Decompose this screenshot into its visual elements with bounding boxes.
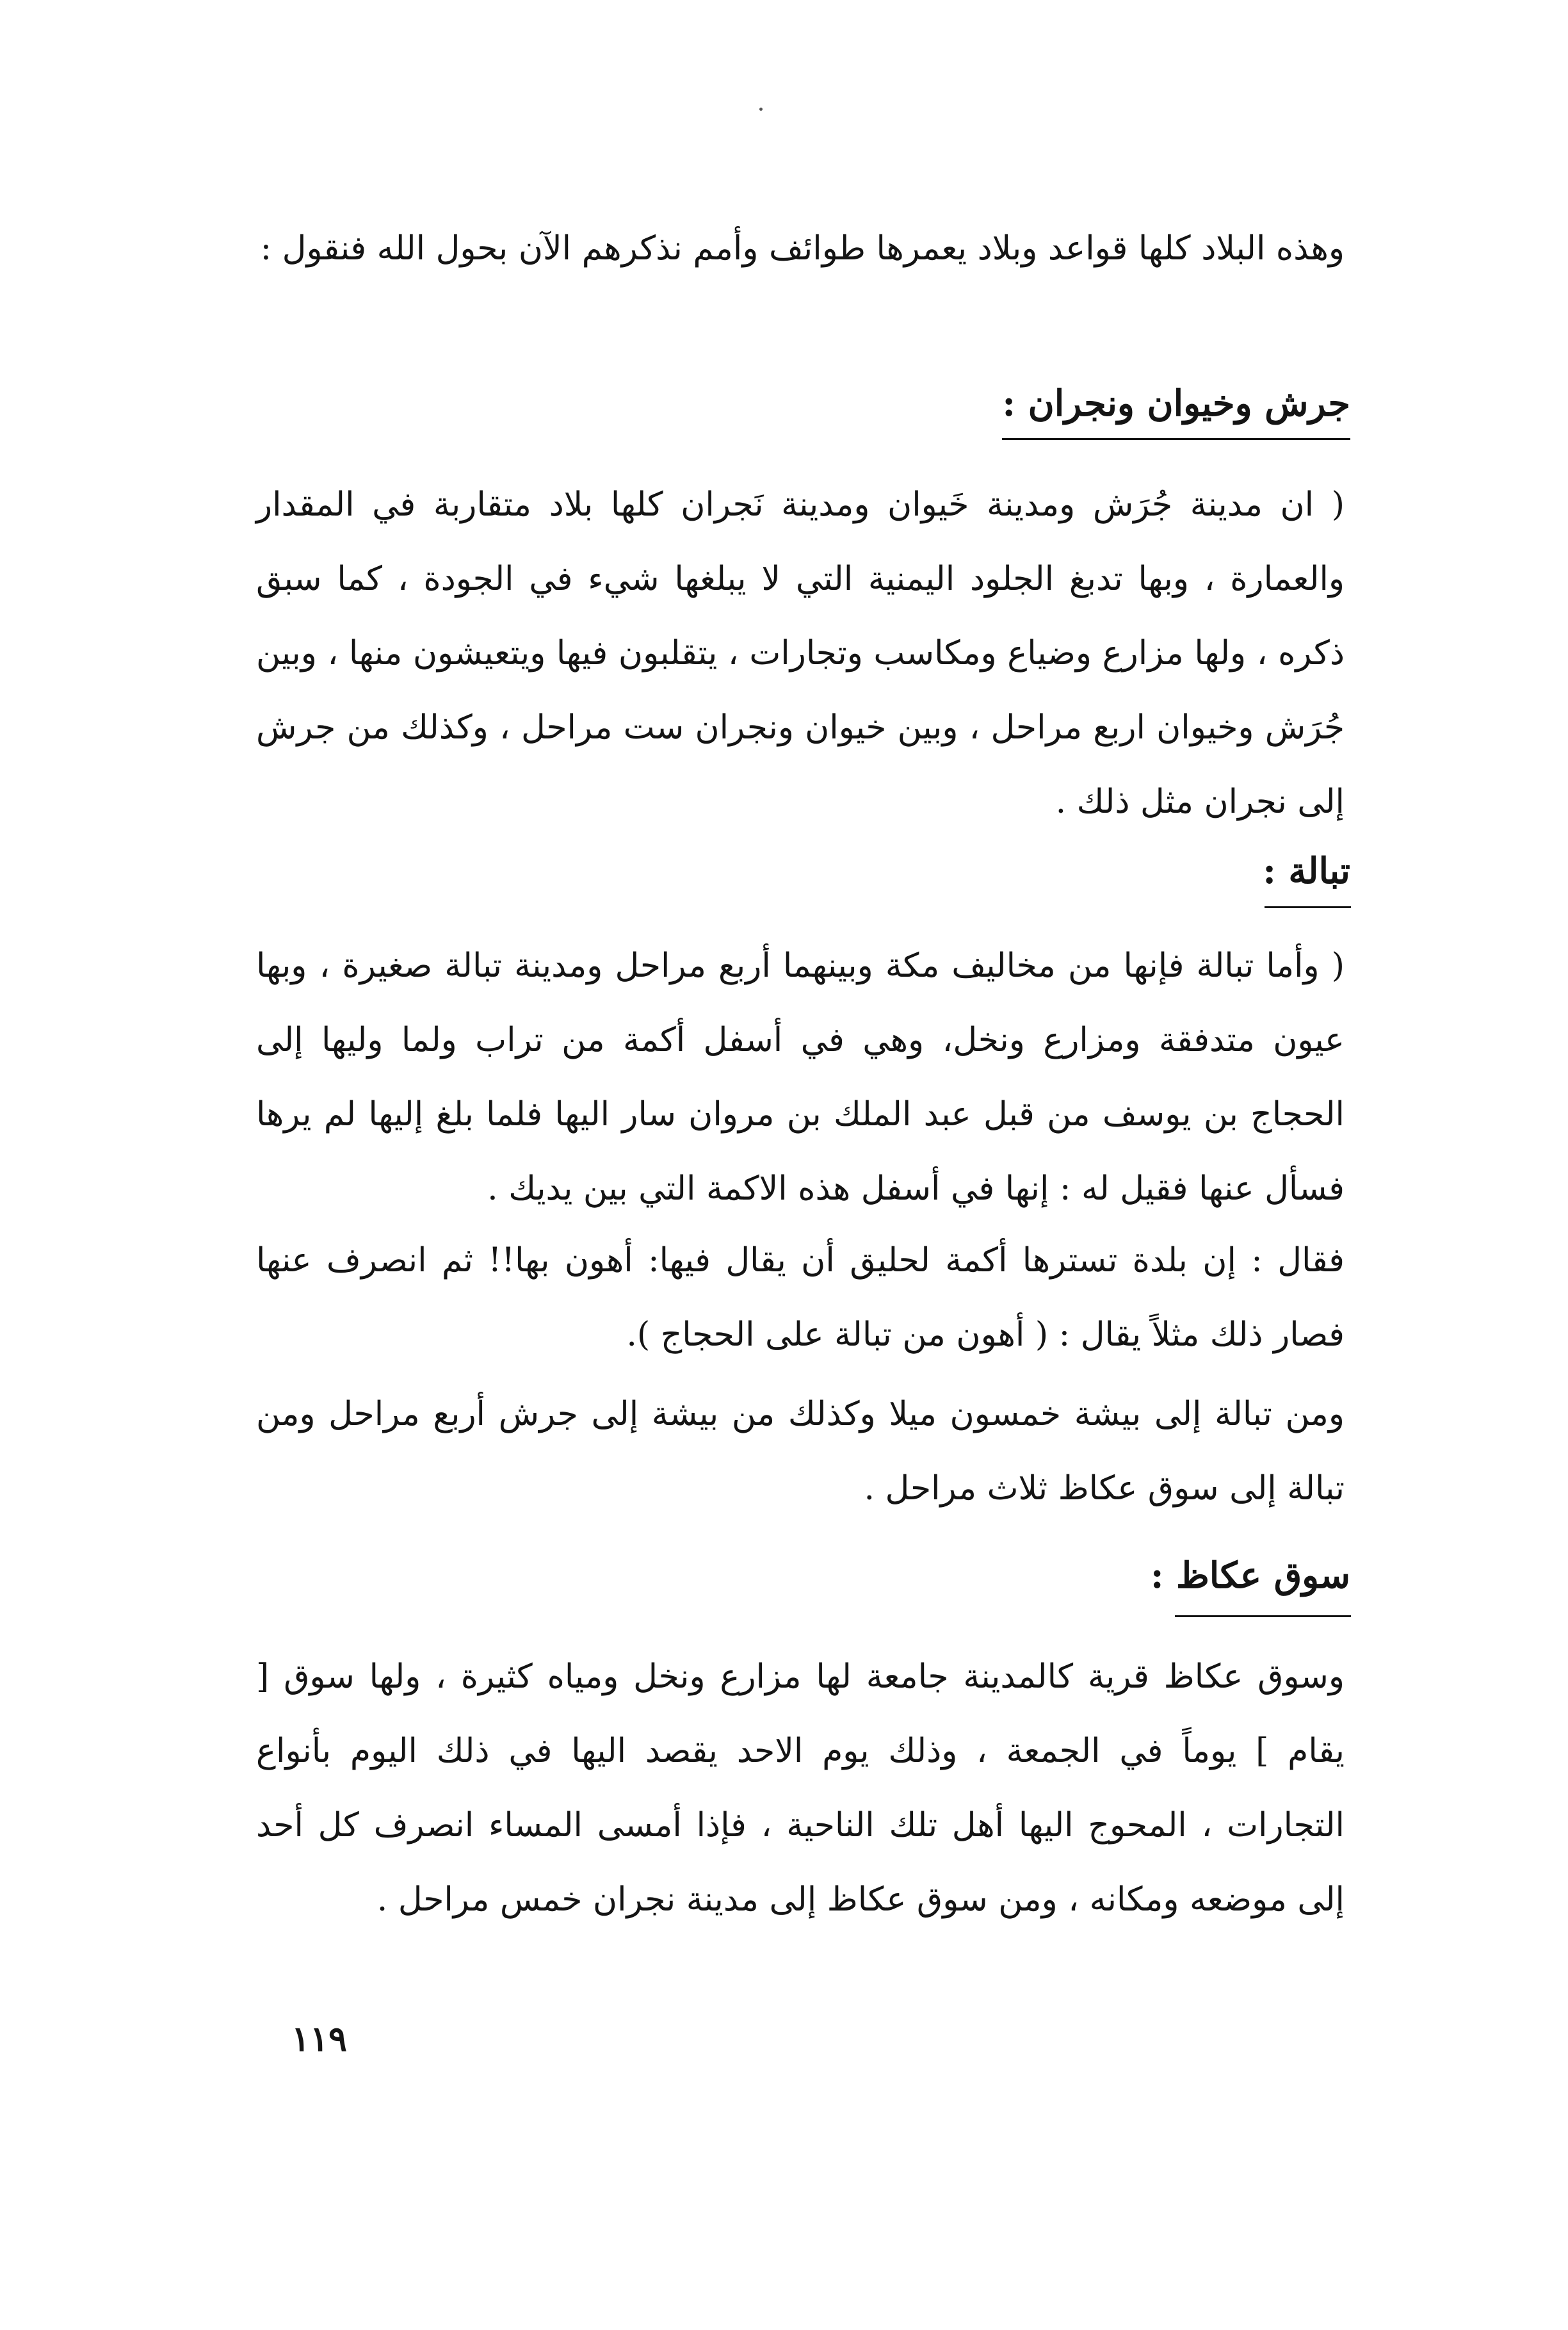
paragraph-jurash-khaywan-najran: ( ان مدينة جُرَش ومدينة خَيوان ومدينة نَجران كلها بلاد متقاربة في المقدار والعمارة ، وبها تدبغ الجلود اليمنية التي لا يبلغها شيء في الجودة ، كما سبق ذكره ، ولها مزارع وضياع ومكاسب وتجارات ، يتقلبون فيها ويتعيشون منها ، وبين جُرَش وخيوان اربع مراحل ، وبين خيوان ونجران ست مراحل ، وكذلك من جرش إلى نجران مثل ذلك . xyxy=(256,485,1345,821)
section-heading-jurash-khaywan-najran: جرش وخيوان ونجران : xyxy=(1002,378,1350,440)
ink-speck xyxy=(759,108,763,111)
heading-underline xyxy=(1265,906,1351,908)
paragraph-souq-ukaz: وسوق عكاظ قرية كالمدينة جامعة لها مزارع ونخل ومياه كثيرة ، ولها سوق [ يقام ] يوماً في الجمعة ، وذلك يوم الاحد يقصد اليها في ذلك اليوم بأنواع التجارات ، المحوج اليها أهل تلك الناحية ، فإذا أمسى المساء انصرف كل أحد إلى موضعه ومكانه ، ومن سوق عكاظ إلى مدينة نجران خمس مراحل . xyxy=(256,1658,1345,1919)
section-heading-tabala: تبالة : xyxy=(1263,850,1350,892)
intro-paragraph: وهذه البلاد كلها قواعد وبلاد يعمرها طوائف وأمم نذكرهم الآن بحول الله فنقول : xyxy=(260,229,1345,268)
paragraph-tabala-distances: ومن تبالة إلى بيشة خمسون ميلا وكذلك من بيشة إلى جرش أربع مراحل ومن تبالة إلى سوق عكاظ ثلاث مراحل . xyxy=(256,1395,1345,1508)
paragraph-tabala-hajjaj-saying: فقال : إن بلدة تسترها أكمة لحليق أن يقال فيها: أهون بها!! ثم انصرف عنها فصار ذلك مثلاً يقال : ( أهون من تبالة على الحجاج ). xyxy=(256,1241,1345,1354)
page-number: ١١٩ xyxy=(291,2018,348,2059)
paragraph-tabala-location: ( وأما تبالة فإنها من مخاليف مكة وبينهما أربع مراحل ومدينة تبالة صغيرة ، وبها عيون متدفقة ومزارع ونخل، وهي في أسفل أكمة من تراب ولما وليها إلى الحجاج بن يوسف من قبل عبد الملك بن مروان سار اليها فلما بلغ إليها لم يرها فسأل عنها فقيل له : إنها في أسفل هذه الاكمة التي بين يديك . xyxy=(256,947,1345,1208)
section-heading-souq-ukaz: سوق عكاظ : xyxy=(1150,1554,1350,1597)
heading-underline xyxy=(1175,1615,1351,1617)
